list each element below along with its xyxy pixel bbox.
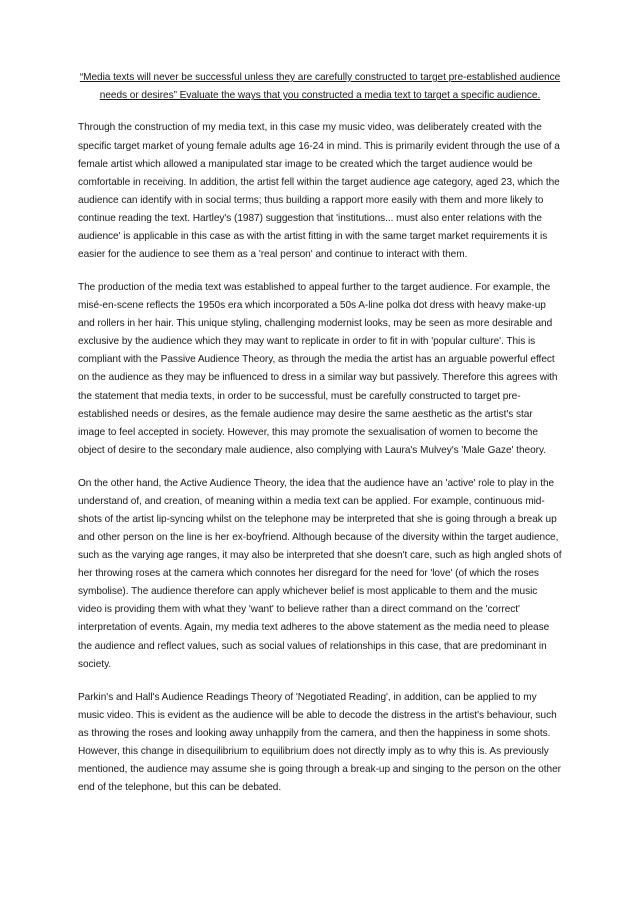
paragraph-star-image: Through the construction of my media text, in this case my music video, was deliberately created with the specific target market of young female adults age 16-24 in mind. This is primarily evident through the use of a female artist which allowed a manipulated star image to be created which the target audience would be comfortable in receiving. In addition, the artist fell within the target audience age category, aged 23, which the audience can identify with in social terms; thus building a rapport more easily with them and more likely to continue reading the text. Hartley's (1987) suggestion that 'institutions... must also enter relations with the audience' is applicable in this case as with the artist fitting in with the same target market requirements it is easier for the audience to see them as a 'real person' and continue to interact with them. [78,122,560,261]
paragraph-passive-audience: The production of the media text was established to appeal further to the target audience. For example, the misé-en-scene reflects the 1950s era which incorporated a 50s A-line polka dot dress with heavy make-up and rollers in her hair. This unique styling, challenging modernist looks, may be seen as more desirable and exclusive by the audience which they may want to replicate in order to fit in with 'popular culture'. This is compliant with the Passive Audience Theory, as through the media the artist has an arguable powerful effect on the audience as they may be influenced to dress in a similar way but passively. Therefore this agrees with the statement that media texts, in order to be successful, must be carefully constructed to target pre-established needs or desires, as the female audience may desire the same aesthetic as the artist's star image to feel accepted in society. However, this may promote the sexualisation of women to become the object of desire to the secondary male audience, also complying with Laura's Mulvey's 'Male Gaze' theory. [78,281,558,456]
paragraph-active-audience: On the other hand, the Active Audience Theory, the idea that the audience have an 'active' role to play in the understand of, and creation, of meaning within a media text can be applied. For example, continuous mid-shots of the artist lip-syncing whilst on the telephone may be interpreted that she is going through a break up and other person on the line is her ex-boyfriend. Although because of the diversity within the target audience, such as the varying age ranges, it may also be interpreted that she doesn't care, such as high angled shots of her throwing roses at the camera which connotes her disregard for the need for 'love' (of which the roses symbolise). The audience therefore can apply whichever belief is most applicable to them and the music video is providing them with what they 'want' to believe rather than a direct command on the 'correct' interpretation of events. Again, my media text adheres to the above statement as the media need to please the audience and reflect values, such as social values of relationships in this case, that are predominant in society. [78,477,562,670]
essay-title: “Media texts will never be successful unless they are carefully constructed to target pre-established audience needs or desires” Evaluate the ways that you constructed a media text to target a specific audience. [79,72,561,102]
document-page [78,69,562,812]
paragraph-negotiated-reading: Parkin's and Hall's Audience Readings Theory of 'Negotiated Reading', in addition, can be applied to my music video. This is evident as the audience will be able to decode the distress in the artist's behaviour, such as throwing the roses and looking away unhappily from the camera, and then the happiness in some shots. However, this change in disequilibrium to equilibrium does not directly imply as to why this is. As previously mentioned, the audience may assume she is going through a break-up and singing to the person on the other end of the telephone, but this can be debated. [78,691,561,793]
